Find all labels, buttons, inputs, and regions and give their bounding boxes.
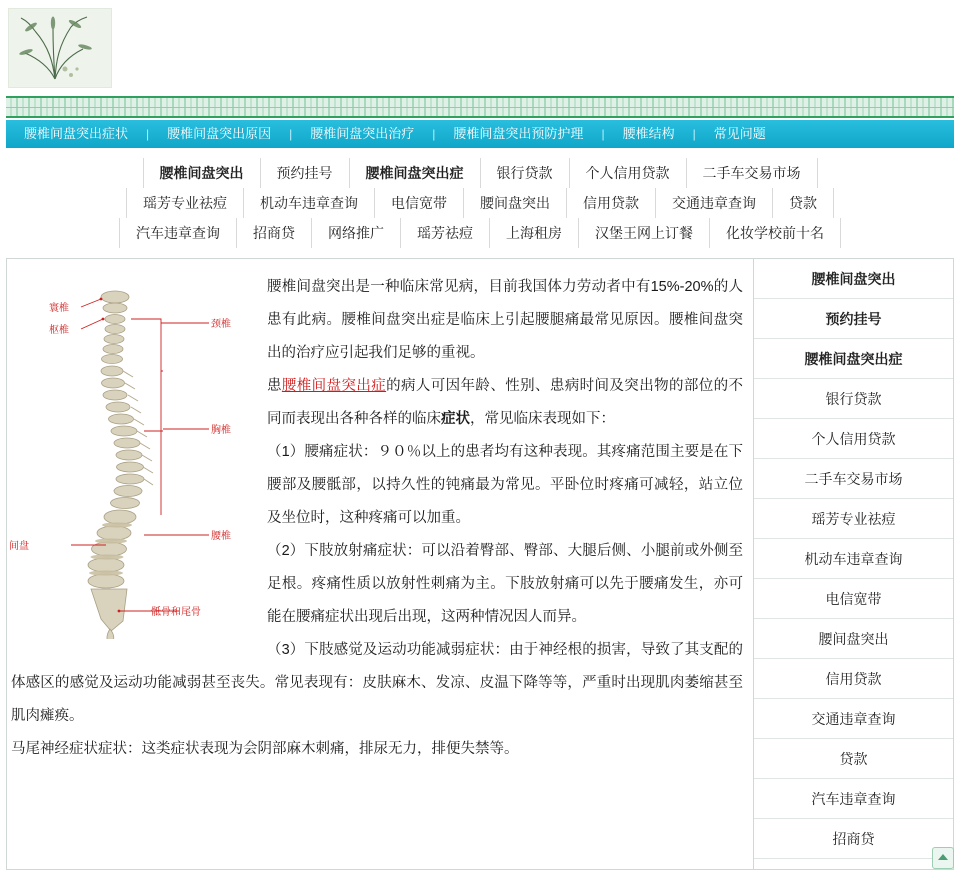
nav-separator: | xyxy=(146,127,150,141)
nav-item-5[interactable]: 常见问题 xyxy=(713,126,766,141)
nav-separator: | xyxy=(432,127,436,141)
spine-anatomy-illustration xyxy=(11,279,261,639)
sidebar-link-list xyxy=(753,259,953,869)
highlight-suffix: ，常见临床表现如下： xyxy=(470,411,615,427)
site-logo xyxy=(8,8,112,88)
grass-sprig-icon xyxy=(9,9,111,87)
keyword-link[interactable]: 汉堡王网上订餐 xyxy=(579,218,710,248)
highlight-middle: 的病人可因年龄、性别、患病时间及突出物的部位的不同而表现出各种各样的临床 xyxy=(267,378,744,427)
keyword-link[interactable]: 化妆学校前十名 xyxy=(710,218,841,248)
nav-item-3[interactable]: 腰椎间盘突出预防护理 xyxy=(453,126,584,141)
nav-separator: | xyxy=(289,127,293,141)
sidebar-item[interactable]: 预约挂号 xyxy=(754,299,953,339)
sidebar-item[interactable]: 个人信用贷款 xyxy=(754,419,953,459)
keyword-link[interactable]: 瑶芳祛痘 xyxy=(401,218,490,248)
inline-keyword-link[interactable]: 腰椎间盘突出症 xyxy=(281,378,387,394)
keyword-link[interactable]: 银行贷款 xyxy=(481,158,570,188)
nav-item-2[interactable]: 腰椎间盘突出治疗 xyxy=(310,126,415,141)
article-paragraph-1: 腰椎间盘突出是一种临床常见病，目前我国体力劳动者中有15%-20%的人患有此病。腰椎间盘突出症是临床上引起腰腿痛最常见原因。腰椎间盘突出的治疗应引起我们足够的重视。 xyxy=(267,279,743,361)
decorative-divider xyxy=(6,96,954,118)
nav-item-0[interactable]: 腰椎间盘突出症状 xyxy=(24,126,129,141)
figure-label: 腰椎 xyxy=(211,531,231,542)
sidebar-item[interactable]: 二手车交易市场 xyxy=(754,459,953,499)
sidebar-item[interactable]: 腰间盘突出 xyxy=(754,619,953,659)
sidebar-item[interactable]: 招商贷 xyxy=(754,819,953,859)
keyword-link[interactable]: 信用贷款 xyxy=(567,188,656,218)
keyword-link[interactable]: 机动车违章查询 xyxy=(244,188,375,218)
keyword-row xyxy=(100,188,860,218)
figure-label: 枢椎 xyxy=(49,325,69,336)
main-navigation[interactable] xyxy=(6,120,954,148)
article-paragraph-5: 马尾神经症状症状：这类症状表现为会阴部麻木刺痛，排尿无力，排便失禁等。 xyxy=(11,741,519,757)
figure-label: 颈椎 xyxy=(211,319,231,330)
sidebar-item[interactable]: 电信宽带 xyxy=(754,579,953,619)
keyword-link[interactable]: 瑶芳专业祛痘 xyxy=(126,188,244,218)
sidebar-item[interactable]: 腰椎间盘突出症 xyxy=(754,339,953,379)
keyword-link[interactable]: 招商贷 xyxy=(237,218,312,248)
keyword-link[interactable]: 腰间盘突出 xyxy=(464,188,567,218)
sidebar-item[interactable]: 贷款 xyxy=(754,739,953,779)
back-to-top-button[interactable] xyxy=(932,847,954,869)
keyword-link[interactable]: 汽车违章查询 xyxy=(119,218,237,248)
highlight-prefix: 患 xyxy=(267,378,282,394)
keyword-link[interactable]: 贷款 xyxy=(773,188,834,218)
keyword-link[interactable]: 预约挂号 xyxy=(261,158,350,188)
highlight-bold: 症状 xyxy=(441,411,470,427)
nav-item-1[interactable]: 腰椎间盘突出原因 xyxy=(167,126,272,141)
content-area xyxy=(6,258,954,870)
sidebar-item[interactable]: 瑶芳专业祛痘 xyxy=(754,499,953,539)
sidebar-item[interactable]: 机动车违章查询 xyxy=(754,539,953,579)
keyword-link[interactable]: 二手车交易市场 xyxy=(687,158,818,188)
sidebar-item[interactable]: 汽车违章查询 xyxy=(754,779,953,819)
figure-label: 间盘 xyxy=(9,541,29,552)
sidebar-item[interactable]: 信用贷款 xyxy=(754,659,953,699)
article-paragraph-2: （1）腰痛症状：９０％以上的患者均有这种表现。其疼痛范围主要是在下腰部及腰骶部，以持久性的钝痛最为常见。平卧位时疼痛可减轻，站立位及坐位时，这种疼痛可以加重。 xyxy=(267,444,743,526)
keyword-link[interactable]: 上海租房 xyxy=(490,218,579,248)
article-paragraph-4: （3）下肢感觉及运动功能减弱症状：由于神经根的损害，导致了其支配的体感区的感觉及运动功能减弱甚至丧失。常见表现有：皮肤麻木、发凉、皮温下降等等，严重时出现肌肉萎缩甚至肌肉瘫痪。 xyxy=(11,642,743,724)
keyword-link[interactable]: 交通违章查询 xyxy=(656,188,773,218)
nav-item-4[interactable]: 腰椎结构 xyxy=(622,126,675,141)
keyword-link[interactable]: 腰椎间盘突出 xyxy=(143,158,261,188)
header-logo-band xyxy=(0,0,960,96)
keyword-link[interactable]: 电信宽带 xyxy=(375,188,464,218)
article-paragraph-3: （2）下肢放射痛症状：可以沿着臀部、臀部、大腿后侧、小腿前或外侧至足根。疼痛性质以放射性刺痛为主。下肢放射痛可以先于腰痛发生，亦可能在腰痛症状出现后出现，这两种情况因人而异。 xyxy=(267,543,743,625)
keyword-row xyxy=(100,158,860,188)
article-column xyxy=(7,259,753,869)
keyword-row xyxy=(100,218,860,248)
nav-separator: | xyxy=(601,127,605,141)
sidebar-item[interactable]: 腰椎间盘突出 xyxy=(754,259,953,299)
keyword-link-block xyxy=(0,158,960,248)
sidebar-item[interactable]: 银行贷款 xyxy=(754,379,953,419)
nav-separator: | xyxy=(692,127,696,141)
arrow-up-icon xyxy=(937,852,949,864)
figure-label: 骶骨和尾骨 xyxy=(151,607,201,618)
keyword-link[interactable]: 腰椎间盘突出症 xyxy=(350,158,481,188)
figure-label: 胸椎 xyxy=(211,425,231,436)
figure-label: 寰椎 xyxy=(49,303,69,314)
keyword-link[interactable]: 网络推广 xyxy=(312,218,401,248)
sidebar-item[interactable]: 交通违章查询 xyxy=(754,699,953,739)
keyword-link[interactable]: 个人信用贷款 xyxy=(570,158,687,188)
